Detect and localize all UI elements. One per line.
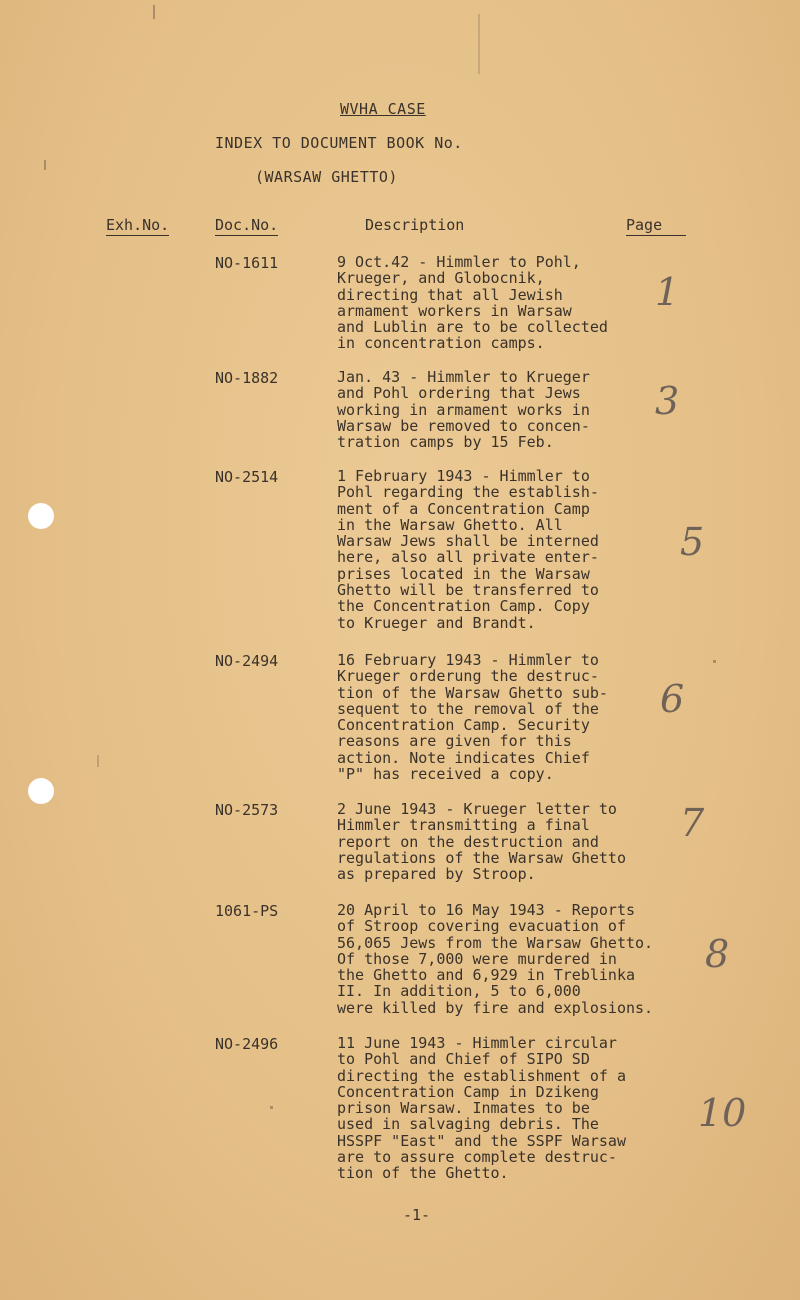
entry-description: 16 February 1943 - Himmler to Krueger orderung the destruc- tion of the Warsaw Ghetto sub- sequent to the removal of the Concentration Camp. Security reasons are given for this action. Note indicates Chief "P" has received a copy. bbox=[337, 651, 608, 784]
entry-description: 20 April to 16 May 1943 - Reports of Stroop covering evacuation of 56,065 Jews from the Warsaw Ghetto. Of those 7,000 were murdered in the Ghetto and 6,929 in Treblinka II. In addition, 5 to 6,000 were killed by fire and explosions. bbox=[337, 901, 654, 1017]
entry-description: 1 February 1943 - Himmler to Pohl regarding the establish- ment of a Concentration Camp in the Warsaw Ghetto. All Warsaw Jews shall be interned here, also all private enter- prises located in the Warsaw Ghetto will be transferred to the Concentration Camp. Copy to Krueger and Brandt. bbox=[337, 467, 599, 632]
column-header-doc: Doc.No. bbox=[215, 216, 279, 234]
doc-number: NO-2496 bbox=[215, 1035, 279, 1053]
doc-number: NO-2494 bbox=[215, 652, 279, 670]
page-footer: -1- bbox=[403, 1206, 431, 1224]
document-title: WVHA CASE bbox=[340, 100, 426, 118]
page-number: 7 bbox=[680, 801, 705, 845]
entry-description: 2 June 1943 - Krueger letter to Himmler transmitting a final report on the destruction and regulations of the Warsaw Ghetto as prepared by Stroop. bbox=[337, 800, 626, 884]
page-number: 5 bbox=[680, 520, 705, 564]
document-subtitle: INDEX TO DOCUMENT BOOK No. bbox=[215, 134, 463, 152]
punch-hole bbox=[28, 503, 54, 529]
punch-hole bbox=[28, 778, 54, 804]
document-subsubtitle: (WARSAW GHETTO) bbox=[255, 168, 398, 186]
column-header-exh: Exh.No. bbox=[106, 216, 170, 234]
page-number: 6 bbox=[660, 677, 685, 721]
doc-number: 1061-PS bbox=[215, 902, 279, 920]
page-number: 8 bbox=[705, 932, 730, 976]
doc-number: NO-2514 bbox=[215, 468, 279, 486]
page-number: 1 bbox=[655, 270, 680, 314]
entry-description: 9 Oct.42 - Himmler to Pohl, Krueger, and Globocnik, directing that all Jewish armament workers in Warsaw and Lublin are to be collected in concentration camps. bbox=[337, 253, 608, 353]
doc-number: NO-2573 bbox=[215, 801, 279, 819]
entry-description: 11 June 1943 - Himmler circular to Pohl and Chief of SIPO SD directing the establishment of a Concentration Camp in Dzikeng prison Warsaw. Inmates to be used in salvaging debris. The HSSPF "East" and the SSPF Warsaw are to assure complete destruc- tion of the Ghetto. bbox=[337, 1034, 626, 1183]
page-number: 3 bbox=[655, 379, 680, 423]
doc-number: NO-1611 bbox=[215, 254, 279, 272]
column-header-page: Page bbox=[626, 216, 686, 236]
page-number: 10 bbox=[698, 1091, 747, 1135]
entry-description: Jan. 43 - Himmler to Krueger and Pohl ordering that Jews working in armament works in Warsaw be removed to concen- tration camps by 15 Feb. bbox=[337, 368, 590, 452]
column-header-desc: Description bbox=[365, 216, 465, 234]
doc-number: NO-1882 bbox=[215, 369, 279, 387]
